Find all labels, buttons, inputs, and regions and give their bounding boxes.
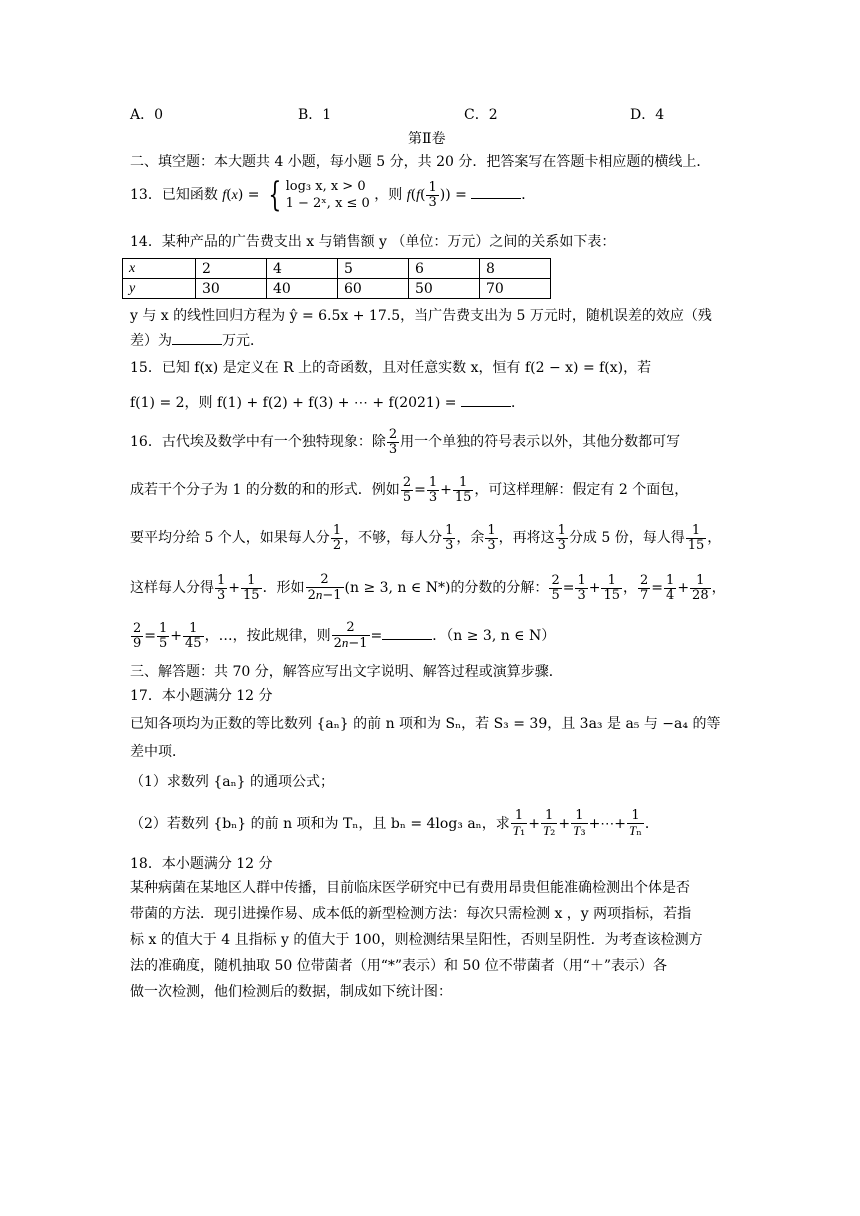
volume-title: 第Ⅱ卷 (408, 131, 446, 147)
q14-line2 (130, 330, 264, 351)
table-row (123, 259, 551, 279)
fraction: $\frac{2}{9}$ (133, 620, 142, 651)
text: ． (644, 816, 659, 832)
q13-post: ． (521, 187, 536, 203)
question-13: 13．已知函数 f(x) = { log₃ x, x > 0 1 − 2ˣ, x ≤ 0 ，则 f(f( $\frac{1}{3}$ )) = ． (130, 175, 536, 215)
fraction: $\frac{2}{2n-1}$ (307, 572, 342, 603)
answer-blank[interactable] (172, 330, 222, 345)
q16-line1 (130, 422, 680, 462)
q14-data-table (122, 258, 551, 299)
section2-header: 二、填空题：本大题共 4 小题，每小题 5 分，共 20 分．把答案写在答题卡相应题的横线上． (130, 154, 711, 170)
q14-line2-post: 万元． (222, 333, 264, 349)
q18-line: 做一次检测，他们检测后的数据，制成如下统计图： (130, 984, 452, 1000)
text: 这样每人分得 (130, 580, 214, 596)
option-b: B．1 (298, 107, 332, 123)
fraction: $\frac{1}{\text{T₁}}$ (512, 808, 526, 839)
fraction: $\frac{2}{5}$ (551, 572, 560, 603)
q13-case1: log₃ x, x > 0 (285, 179, 366, 194)
fraction: $\frac{1}{\text{Tₙ}}$ (629, 808, 642, 839)
text: 分成 5 份，每人得 (568, 530, 685, 546)
answer-blank[interactable] (471, 184, 521, 199)
fraction: $\frac{1}{3}$ (577, 572, 586, 603)
option-d: D．4 (630, 107, 665, 123)
text: ，…，按此规律，则 (204, 628, 331, 644)
fraction: $\frac{1}{3}$ (487, 522, 496, 553)
text: （2）若数列 {bₙ} 的前 n 项和为 Tₙ，且 bₙ = 4log₃ aₙ，求 (130, 816, 510, 832)
q14-intro: 14．某种产品的广告费支出 x 与销售额 y （单位：万元）之间的关系如下表： (130, 234, 616, 250)
fraction: $\frac{1}{3}$ (445, 522, 454, 553)
option-a: A．0 (130, 107, 164, 123)
table-cell: 70 (480, 279, 551, 299)
fraction: $\frac{1}{3}$ (428, 474, 438, 505)
fraction: $\frac{1}{\text{T₃}}$ (573, 808, 586, 839)
text: (n ≥ 3, n ∈ N*) (344, 580, 451, 596)
text: ，不够，每人分 (344, 530, 443, 546)
table-cell: 5 (338, 259, 409, 279)
option-c: C．2 (464, 107, 498, 123)
fraction: $\frac{1}{\text{T₂}}$ (542, 808, 556, 839)
q18-line: 标 x 的值大于 4 且指标 y 的值大于 100，则检测结果呈阳性，否则呈阴性．为考查该检测方 (130, 932, 703, 948)
fraction: $\frac{2}{5}$ (402, 474, 412, 505)
q15-line2 (130, 392, 525, 413)
q16-line4: 这样每人分得 $\frac{1}{3}$ + $\frac{1}{15}$ ．形如 $\frac{2}{2n-1}$ (n ≥ 3, n ∈ N*)的分数的分解： $\frac{2}{5}$ = $\frac{1}{3}$ + $\frac{1}{15}$ ， $\frac{2}{7}$ = $\frac{1}{4}$ + $\frac{1}{28}$ ， (130, 572, 726, 603)
q16-line3: 要平均分给 5 个人，如果每人分 $\frac{1}{2}$ ，不够，每人分 $\frac{1}{3}$ ，余 $\frac{1}{3}$ ，再将这 $\frac{1}{3}$ 分成 5 份，每人得 $\frac{1}{15}$ ， (130, 522, 722, 553)
q15-line2-post: ． (510, 395, 525, 411)
q13-cases (286, 178, 370, 212)
brace-symbol: { (268, 175, 282, 215)
q18-line: 带菌的方法．现引进操作易、成本低的新型检测方法：每次只需检测 x ，y 两项指标，若指 (130, 906, 692, 922)
table-cell: 2 (196, 259, 267, 279)
table-cell: 40 (267, 279, 338, 299)
fraction: $\frac{1}{15}$ (687, 522, 705, 553)
fraction: $\frac{1}{4}$ (666, 572, 675, 603)
table-cell: 50 (409, 279, 480, 299)
text: 的分数的分解： (450, 580, 549, 596)
text: ．（n ≥ 3, n ∈ N） (432, 628, 556, 644)
answer-blank[interactable] (461, 392, 511, 407)
fraction: $\frac{1}{2}$ (332, 522, 342, 553)
q13-case2: 1 − 2ˣ, x ≤ 0 (285, 196, 370, 211)
q14-line1: y 与 x 的线性回归方程为 ŷ = 6.5x + 17.5，当广告费支出为 5 万元时，随机误差的效应（残 (130, 308, 712, 324)
table-cell: 6 (409, 259, 480, 279)
q18-title: 18．本小题满分 12 分 (130, 856, 273, 872)
q18-line: 某种病菌在某地区人群中传播，目前临床医学研究中已有费用昂贵但能准确检测出个体是否 (130, 880, 690, 896)
q15-line2-pre: f(1) = 2，则 f(1) + f(2) + f(3) + ⋯ + f(2021) = (130, 395, 457, 411)
text: 要平均分给 5 个人，如果每人分 (130, 530, 330, 546)
table-cell: y (123, 279, 196, 299)
q17-part1: （1）求数列 {aₙ} 的通项公式； (130, 774, 335, 790)
q16-line5: $\frac{2}{9}$ = $\frac{1}{5}$ + $\frac{1}{45}$ ，…，按此规律，则 $\frac{2}{2n-1}$ = ．（n ≥ 3, n ∈ N） (133, 620, 556, 651)
fraction: $\frac{2}{2n-1}$ (333, 620, 368, 651)
q13-mid: ，则 (374, 187, 403, 203)
q17-part2: （2）若数列 {bₙ} 的前 n 项和为 Tₙ，且 bₙ = 4log₃ aₙ，求 $\frac{1}{\text{T₁}}$ + $\frac{1}{\text{T₂}}$ + $\frac{1}{\text{T₃}}$ +⋯+ $\frac{1}{\text{Tₙ}}$ ． (130, 808, 659, 839)
q14-line2-pre: 差）为 (130, 333, 172, 349)
text: 16．古代埃及数学中有一个独特现象：除 (130, 434, 386, 450)
answer-blank[interactable] (382, 625, 432, 640)
table-cell: 4 (267, 259, 338, 279)
text: 用一个单独的符号表示以外，其他分数都可写 (400, 434, 681, 450)
text: ，余 (456, 530, 485, 546)
q13-pre: 13．已知函数 (130, 187, 218, 203)
q18-line: 法的准确度，随机抽取 50 位带菌者（用“*”表示）和 50 位不带菌者（用“＋”表示）各 (130, 958, 668, 974)
fraction: $\frac{1}{28}$ (692, 572, 709, 603)
table-row (123, 279, 551, 299)
table-cell: x (123, 259, 196, 279)
table-cell: 30 (196, 279, 267, 299)
q17-line2: 差中项． (130, 744, 186, 760)
table-cell: 8 (480, 259, 551, 279)
fraction: $\frac{1}{15}$ (243, 572, 260, 603)
text: ，可这样理解：假定有 2 个面包， (474, 482, 689, 498)
fraction: $\frac{1}{15}$ (454, 474, 472, 505)
fraction: $\frac{2}{7}$ (640, 572, 649, 603)
q16-line2: 成若干个分子为 1 的分数的和的形式．例如 $\frac{2}{5}$ = $\frac{1}{3}$ + $\frac{1}{15}$ ，可这样理解：假定有 2 个面包， (130, 474, 689, 505)
q15-line1: 15．已知 f(x) 是定义在 R 上的奇函数，且对任意实数 x，恒有 f(2 − x) = f(x)，若 (130, 360, 652, 376)
fraction: $\frac{1}{3}$ (217, 572, 226, 603)
table-cell: 60 (338, 279, 409, 299)
fraction: $\frac{1}{45}$ (185, 620, 202, 651)
section3-header: 三、解答题：共 70 分，解答应写出文字说明、解答过程或演算步骤． (130, 664, 563, 680)
fraction: $\frac{1}{3}$ (557, 522, 566, 553)
fraction: $\frac{1}{3}$ (428, 179, 437, 210)
fraction: $\frac{2}{3}$ (388, 426, 398, 457)
q17-title: 17．本小题满分 12 分 (130, 688, 273, 704)
text: 成若干个分子为 1 的分数的和的形式．例如 (130, 482, 400, 498)
text: ，再将这 (498, 530, 555, 546)
fraction: $\frac{1}{5}$ (159, 620, 168, 651)
q17-line1: 已知各项均为正数的等比数列 {aₙ} 的前 n 项和为 Sₙ，若 S₃ = 39，且 3a₃ 是 a₅ 与 −a₄ 的等 (130, 716, 721, 732)
text: ．形如 (262, 580, 305, 596)
fraction: $\frac{1}{15}$ (603, 572, 621, 603)
